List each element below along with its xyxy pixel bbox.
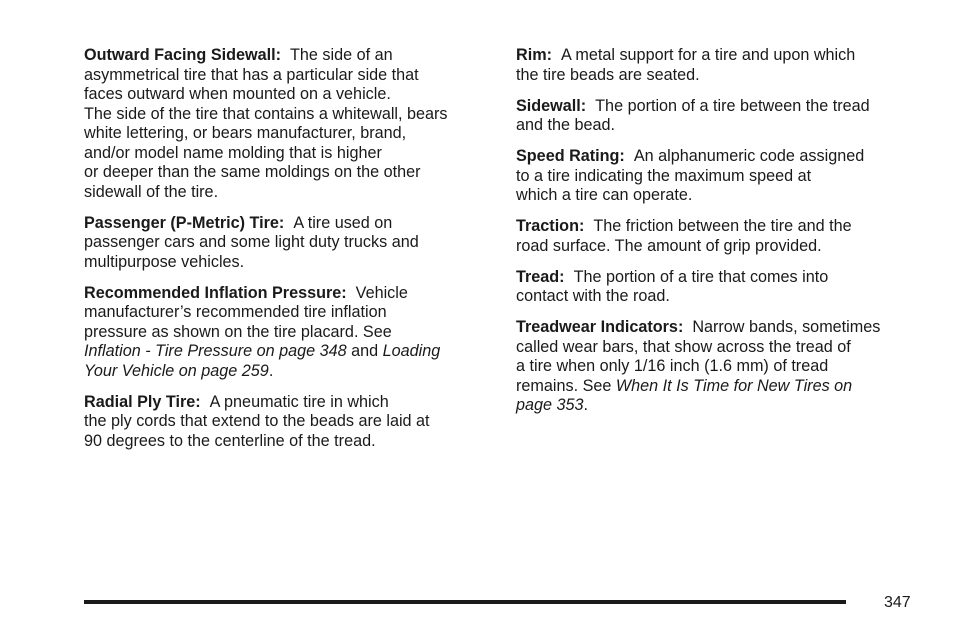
cross-reference-loading-link[interactable]: Loading [382, 342, 441, 360]
entry-passenger-tire [84, 214, 492, 273]
definition-line: manufacturer’s recommended tire inflation [84, 303, 387, 321]
cross-reference-loading-link-cont[interactable]: Your Vehicle on page 259 [84, 361, 269, 380]
entry-treadwear-indicators [516, 318, 926, 416]
definition-line: asymmetrical tire that has a particular side that [84, 65, 419, 84]
page-number: 347 [884, 594, 911, 611]
definition-line: Narrow bands, sometimes [692, 318, 881, 336]
definition-line: white lettering, or bears manufacturer, brand, [84, 124, 407, 142]
entry-sidewall [516, 97, 926, 136]
entry-tread [516, 268, 926, 307]
definition-line: The portion of a tire that comes into [573, 267, 829, 286]
definition-line: the tire beads are seated. [516, 65, 700, 84]
sentence-end: . [268, 361, 274, 380]
term-traction: Traction: [516, 217, 585, 235]
definition-line: faces outward when mounted on a vehicle. [84, 85, 391, 103]
definition-line: A tire used on [293, 213, 393, 232]
definition-line: pressure as shown on the tire placard. See [84, 322, 392, 341]
definition-line: sidewall of the tire. [84, 182, 219, 201]
cross-reference-new-tires-link[interactable]: When It Is Time for New Tires on [615, 376, 853, 395]
definition-line: road surface. The amount of grip provided. [516, 236, 822, 255]
entry-rim [516, 46, 926, 85]
entry-radial-ply-tire [84, 393, 492, 452]
definition-line: multipurpose vehicles. [84, 252, 245, 271]
definition-line: to a tire indicating the maximum speed at [516, 166, 812, 185]
term-tread: Tread: [516, 267, 565, 286]
definition-line: An alphanumeric code assigned [633, 147, 865, 165]
right-column [516, 46, 926, 427]
definition-line: passenger cars and some light duty trucks and [84, 233, 419, 251]
sentence-end: . [583, 396, 589, 414]
term-radial-ply-tire: Radial Ply Tire: [84, 392, 201, 411]
definition-line: 90 degrees to the centerline of the tread. [84, 431, 376, 450]
cross-reference-new-tires-link-cont[interactable]: page 353 [516, 396, 584, 414]
entry-speed-rating [516, 147, 926, 206]
footer-rule [84, 600, 846, 604]
definition-line: remains. See [516, 376, 612, 395]
definition-line: Vehicle [355, 283, 408, 302]
definition-line: A pneumatic tire in which [209, 392, 389, 411]
definition-line: the ply cords that extend to the beads are laid at [84, 412, 430, 430]
definition-line: called wear bars, that show across the tread of [516, 337, 851, 356]
conjunction-text: and [351, 342, 379, 360]
definition-line: The portion of a tire between the tread [595, 96, 870, 115]
entry-traction [516, 217, 926, 256]
definition-line: The side of an [289, 46, 393, 64]
cross-reference-inflation-link[interactable]: Inflation - Tire Pressure on page 348 [84, 342, 347, 360]
term-sidewall: Sidewall: [516, 96, 587, 115]
definition-line: A metal support for a tire and upon which [560, 46, 856, 64]
definition-line: and the bead. [516, 116, 616, 134]
entry-recommended-inflation-pressure [84, 284, 492, 382]
definition-line: The friction between the tire and the [593, 217, 852, 235]
definition-line: or deeper than the same moldings on the other [84, 163, 421, 181]
term-treadwear-indicators: Treadwear Indicators: [516, 318, 684, 336]
definition-line: contact with the road. [516, 287, 670, 305]
definition-line: which a tire can operate. [516, 186, 693, 204]
definition-line: and/or model name molding that is higher [84, 143, 382, 162]
term-outward-facing-sidewall: Outward Facing Sidewall: [84, 46, 281, 64]
term-speed-rating: Speed Rating: [516, 147, 625, 165]
definition-line: a tire when only 1/16 inch (1.6 mm) of tread [516, 357, 829, 375]
term-passenger-tire: Passenger (P-Metric) Tire: [84, 213, 285, 232]
term-rim: Rim: [516, 46, 552, 64]
definition-line: The side of the tire that contains a whitewall, bears [84, 104, 448, 123]
term-recommended-inflation-pressure: Recommended Inflation Pressure: [84, 283, 347, 302]
entry-outward-facing-sidewall [84, 46, 492, 202]
left-column [84, 46, 492, 463]
